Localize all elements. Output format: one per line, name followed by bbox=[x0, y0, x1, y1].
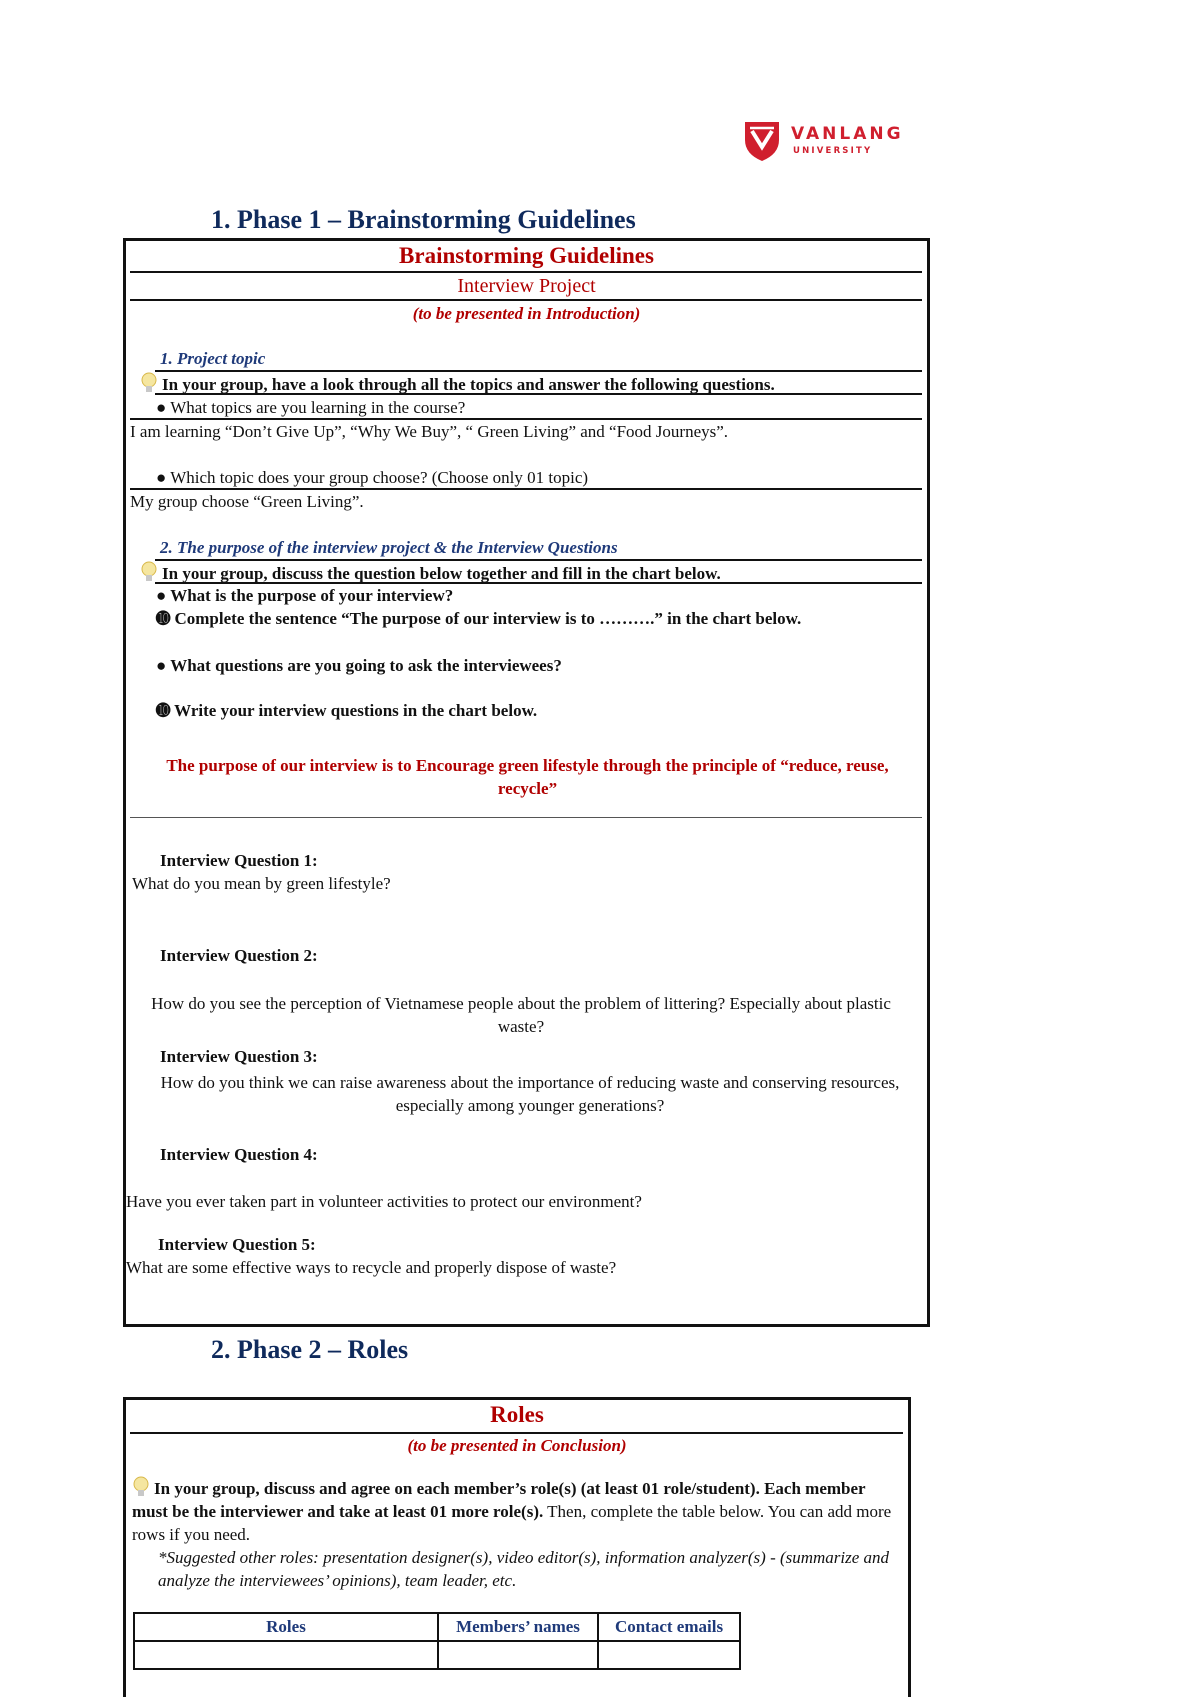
roles-table-header bbox=[134, 1613, 740, 1641]
logo-line2: UNIVERSITY bbox=[793, 146, 873, 156]
vanlang-logo bbox=[743, 120, 923, 164]
section2-question2: ● What questions are you going to ask the interviewees? bbox=[156, 656, 562, 675]
box1-subtitle: Interview Project bbox=[457, 275, 596, 297]
section1-answer1: I am learning “Don’t Give Up”, “Why We Buy”, “ Green Living” and “Food Journeys”. bbox=[130, 422, 729, 441]
question3-label: Interview Question 3: bbox=[160, 1047, 318, 1066]
shield-icon bbox=[743, 120, 781, 162]
section2-instruction-row bbox=[140, 561, 920, 584]
question4-text: Have you ever taken part in volunteer activities to protect our environment? bbox=[126, 1192, 642, 1211]
section1-heading: 1. Project topic bbox=[160, 349, 266, 368]
section2-instruction: In your group, discuss the question below together and fill in the chart below. bbox=[162, 564, 721, 583]
box1-note: (to be presented in Introduction) bbox=[412, 304, 641, 323]
question3-text: How do you think we can raise awareness about the importance of reducing waste and conserving resources, especially among younger generations? bbox=[160, 1073, 900, 1115]
lightbulb-icon bbox=[132, 1476, 150, 1498]
table-cell[interactable] bbox=[598, 1641, 740, 1669]
box2-note: (to be presented in Conclusion) bbox=[407, 1436, 627, 1455]
roles-table bbox=[133, 1612, 741, 1670]
question1-label: Interview Question 1: bbox=[160, 851, 318, 870]
header-contact-emails: Contact emails bbox=[598, 1613, 740, 1641]
section2-question2-sub: ➓ Write your interview questions in the chart below. bbox=[156, 701, 538, 720]
question1-text: What do you mean by green lifestyle? bbox=[132, 874, 391, 893]
interview-purpose: The purpose of our interview is to Encourage green lifestyle through the principle of “reduce, reuse, recycle” bbox=[166, 756, 889, 798]
section1-question2: ● Which topic does your group choose? (Choose only 01 topic) bbox=[156, 468, 589, 487]
section1-answer2: My group choose “Green Living”. bbox=[130, 492, 364, 511]
table-cell[interactable] bbox=[134, 1641, 438, 1669]
section1-question1: ● What topics are you learning in the course? bbox=[156, 398, 466, 417]
table-cell[interactable] bbox=[438, 1641, 598, 1669]
table-row bbox=[134, 1641, 740, 1669]
lightbulb-icon bbox=[140, 561, 158, 583]
header-members-names: Members’ names bbox=[438, 1613, 598, 1641]
logo-line1: VANLANG bbox=[791, 124, 904, 144]
roles-suggestion: *Suggested other roles: presentation designer(s), video editor(s), information analyzer(s) - (summarize and analyze the interviewees’ opinions), team leader, etc. bbox=[158, 1548, 890, 1590]
box1-title: Brainstorming Guidelines bbox=[399, 243, 654, 268]
header-roles: Roles bbox=[134, 1613, 438, 1641]
lightbulb-icon bbox=[140, 372, 158, 394]
question5-label: Interview Question 5: bbox=[158, 1235, 316, 1254]
question5-text: What are some effective ways to recycle and properly dispose of waste? bbox=[126, 1258, 617, 1277]
question4-label: Interview Question 4: bbox=[160, 1145, 318, 1164]
roles-instruction bbox=[132, 1476, 902, 1546]
section2-heading: 2. The purpose of the interview project & the Interview Questions bbox=[160, 538, 618, 557]
roles-instruction-bold: In your group, discuss and agree on each member’s role(s) (at least 01 role/student). Each member must be the interviewer and take at least 01 more role(s). bbox=[132, 1479, 866, 1521]
section2-question1: ● What is the purpose of your interview? bbox=[156, 586, 454, 605]
section2-question1-sub: ➓ Complete the sentence “The purpose of our interview is to ……….” in the chart below. bbox=[156, 609, 802, 628]
roles-instruction-plain: Then, complete the table below. You can add more rows if you need. bbox=[132, 1502, 892, 1544]
phase2-heading: 2. Phase 2 – Roles bbox=[211, 1335, 409, 1364]
question2-text: How do you see the perception of Vietnamese people about the problem of littering? Especially about plastic waste? bbox=[151, 994, 891, 1036]
phase1-heading: 1. Phase 1 – Brainstorming Guidelines bbox=[211, 205, 636, 234]
question2-label: Interview Question 2: bbox=[160, 946, 318, 965]
box2-title: Roles bbox=[490, 1402, 544, 1427]
section1-instruction: In your group, have a look through all the topics and answer the following questions. bbox=[162, 375, 775, 394]
section1-instruction-row bbox=[140, 372, 920, 395]
